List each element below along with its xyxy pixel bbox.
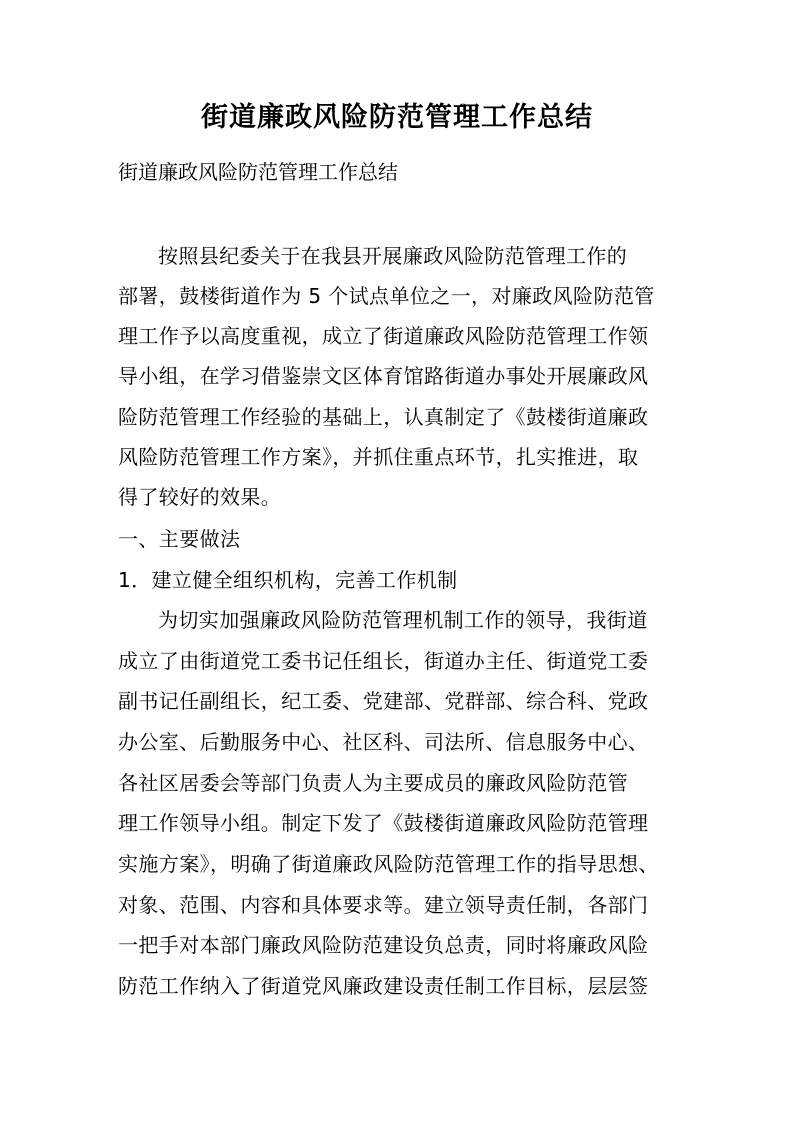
- paragraph-line: 部署，鼓楼街道作为 5 个试点单位之一，对廉政风险防范管: [118, 284, 655, 308]
- paragraph-line: 各社区居委会等部门负责人为主要成员的廉政风险防范管: [118, 771, 628, 795]
- paragraph-line: 对象、范围、内容和具体要求等。建立领导责任制，各部门: [118, 893, 649, 917]
- paragraph-line: 副书记任副组长，纪工委、党建部、党群部、综合科、党政: [118, 689, 649, 713]
- paragraph-line: 按照县纪委关于在我县开展廉政风险防范管理工作的: [158, 244, 628, 268]
- paragraph-line: 一把手对本部门廉政风险防范建设负总责，同时将廉政风险: [118, 933, 649, 957]
- paragraph-line: 导小组，在学习借鉴崇文区体育馆路街道办事处开展廉政风: [118, 364, 649, 388]
- paragraph-line: 办公室、后勤服务中心、社区科、司法所、信息服务中心、: [118, 730, 649, 754]
- paragraph-line: 成立了由街道党工委书记任组长，街道办主任、街道党工委: [118, 649, 649, 673]
- paragraph-line: 理工作予以高度重视，成立了街道廉政风险防范管理工作领: [118, 324, 649, 348]
- paragraph-line: 防范工作纳入了街道党风廉政建设责任制工作目标，层层签: [118, 974, 649, 998]
- section-heading: 一、主要做法: [118, 527, 241, 551]
- paragraph-line: 实施方案》，明确了街道廉政风险防范管理工作的指导思想、: [118, 852, 659, 876]
- subsection-heading: 1．建立健全组织机构，完善工作机制: [118, 568, 458, 592]
- paragraph-line: 风险防范管理工作方案》，并抓住重点环节，扎实推进，取: [118, 445, 639, 469]
- paragraph-line: 为切实加强廉政风险防范管理机制工作的领导，我街道: [158, 608, 648, 632]
- paragraph-line: 理工作领导小组。制定下发了《鼓楼街道廉政风险防范管理: [118, 811, 649, 835]
- paragraph-line: 险防范管理工作经验的基础上，认真制定了《鼓楼街道廉政: [118, 405, 649, 429]
- document-subtitle: 街道廉政风险防范管理工作总结: [118, 160, 398, 184]
- page-title: 街道廉政风险防范管理工作总结: [201, 102, 593, 133]
- paragraph-line: 得了较好的效果。: [118, 485, 282, 509]
